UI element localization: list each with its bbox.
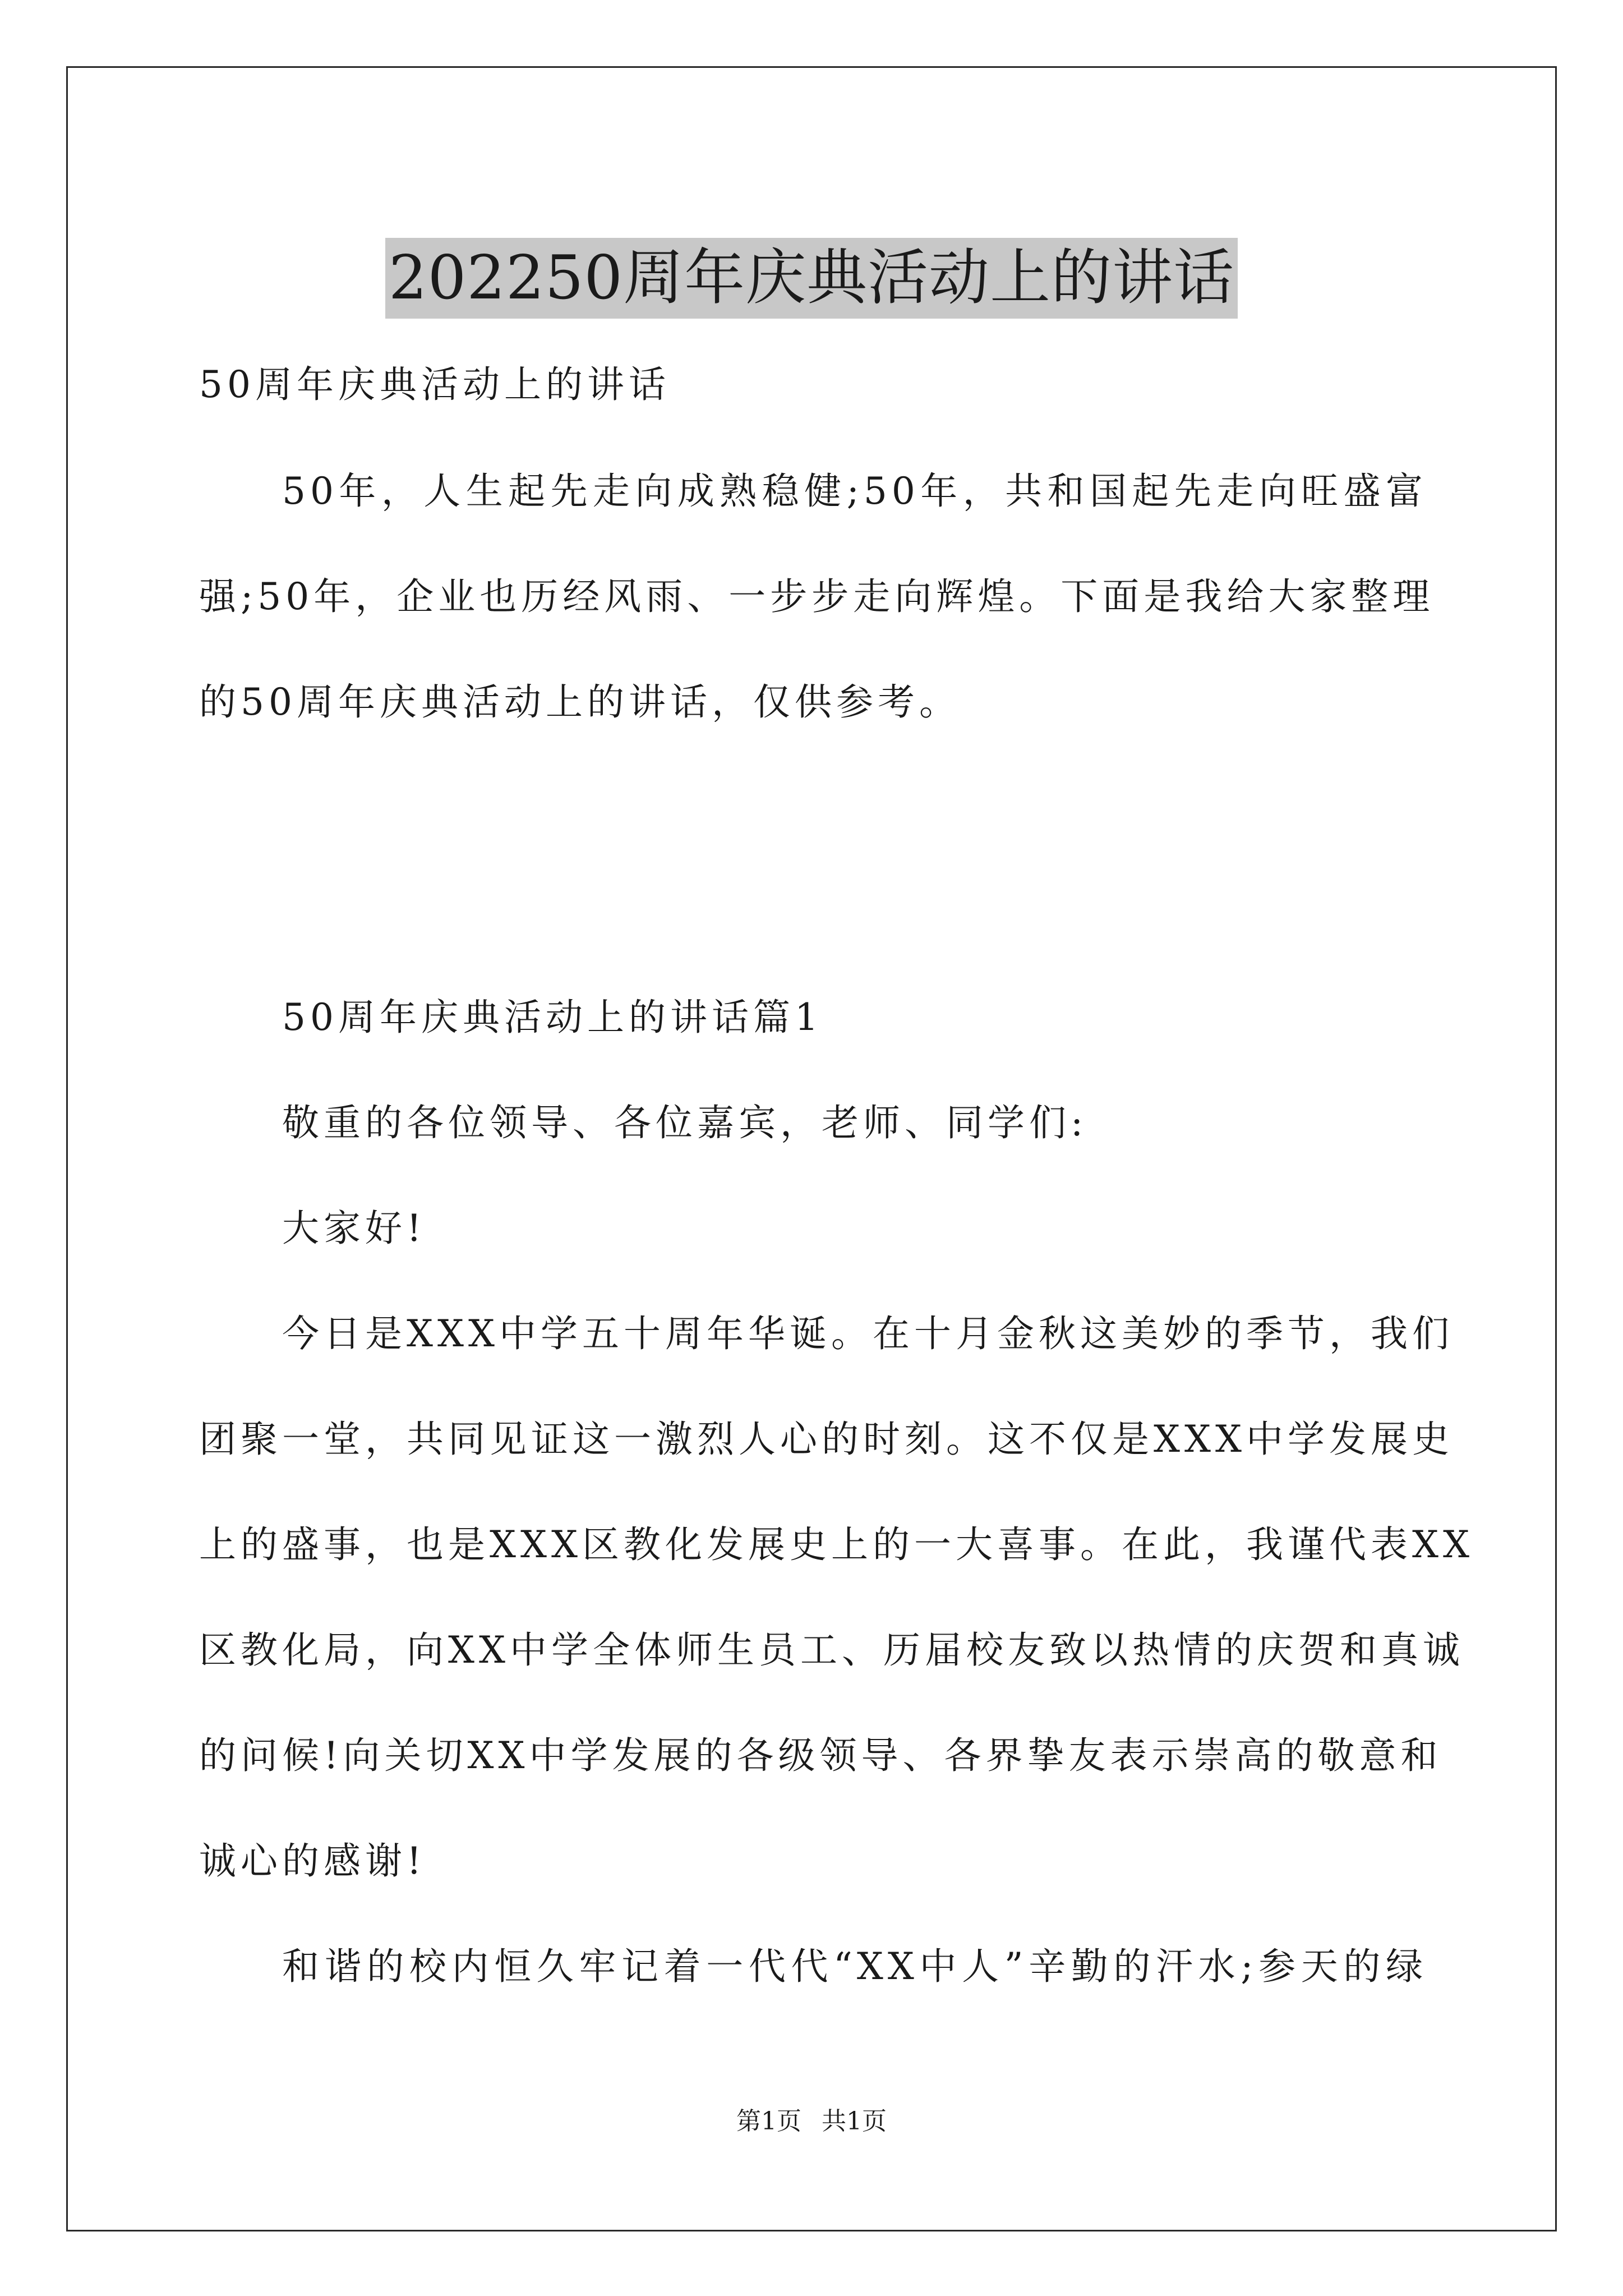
intro-line-1: 50年，人生起先走向成熟稳健;50年，共和国起先走向旺盛富 [282,470,1427,513]
intro-line-2: 强;50年，企业也历经风雨、一步步走向辉煌。下面是我给大家整理 [199,575,1435,618]
para1-line-2: 团聚一堂，共同见证这一激烈人心的时刻。这不仅是XXX中学发展史 [199,1418,1454,1461]
section-heading: 50周年庆典活动上的讲话篇1 [282,996,823,1039]
page-total: 共1页 [822,2107,887,2136]
para1-line-4: 区教化局，向XX中学全体师生员工、历届校友致以热情的庆贺和真诚 [199,1628,1464,1672]
page-footer [0,2101,1623,2137]
salutation: 敬重的各位领导、各位嘉宾，老师、同学们: [282,1101,1088,1144]
intro-line-3: 的50周年庆典活动上的讲话，仅供参考。 [199,680,961,724]
para1-line-3: 上的盛事，也是XXX区教化发展史上的一大喜事。在此，我谨代表XX [199,1523,1474,1566]
para1-line-6: 诚心的感谢! [199,1839,426,1883]
document-subtitle: 50周年庆典活动上的讲话 [199,363,670,406]
document-title: 202250周年庆典活动上的讲话 [385,238,1238,319]
page-number: 第1页 [736,2107,801,2136]
para2-line-1: 和谐的校内恒久牢记着一代代“XX中人”辛勤的汗水;参天的绿 [282,1945,1427,1988]
greeting: 大家好! [282,1207,426,1250]
para1-line-1: 今日是XXX中学五十周年华诞。在十月金秋这美妙的季节，我们 [282,1312,1454,1355]
title-container [0,197,1623,360]
para1-line-5: 的问候!向关切XX中学发展的各级领导、各界挚友表示崇高的敬意和 [199,1734,1442,1777]
